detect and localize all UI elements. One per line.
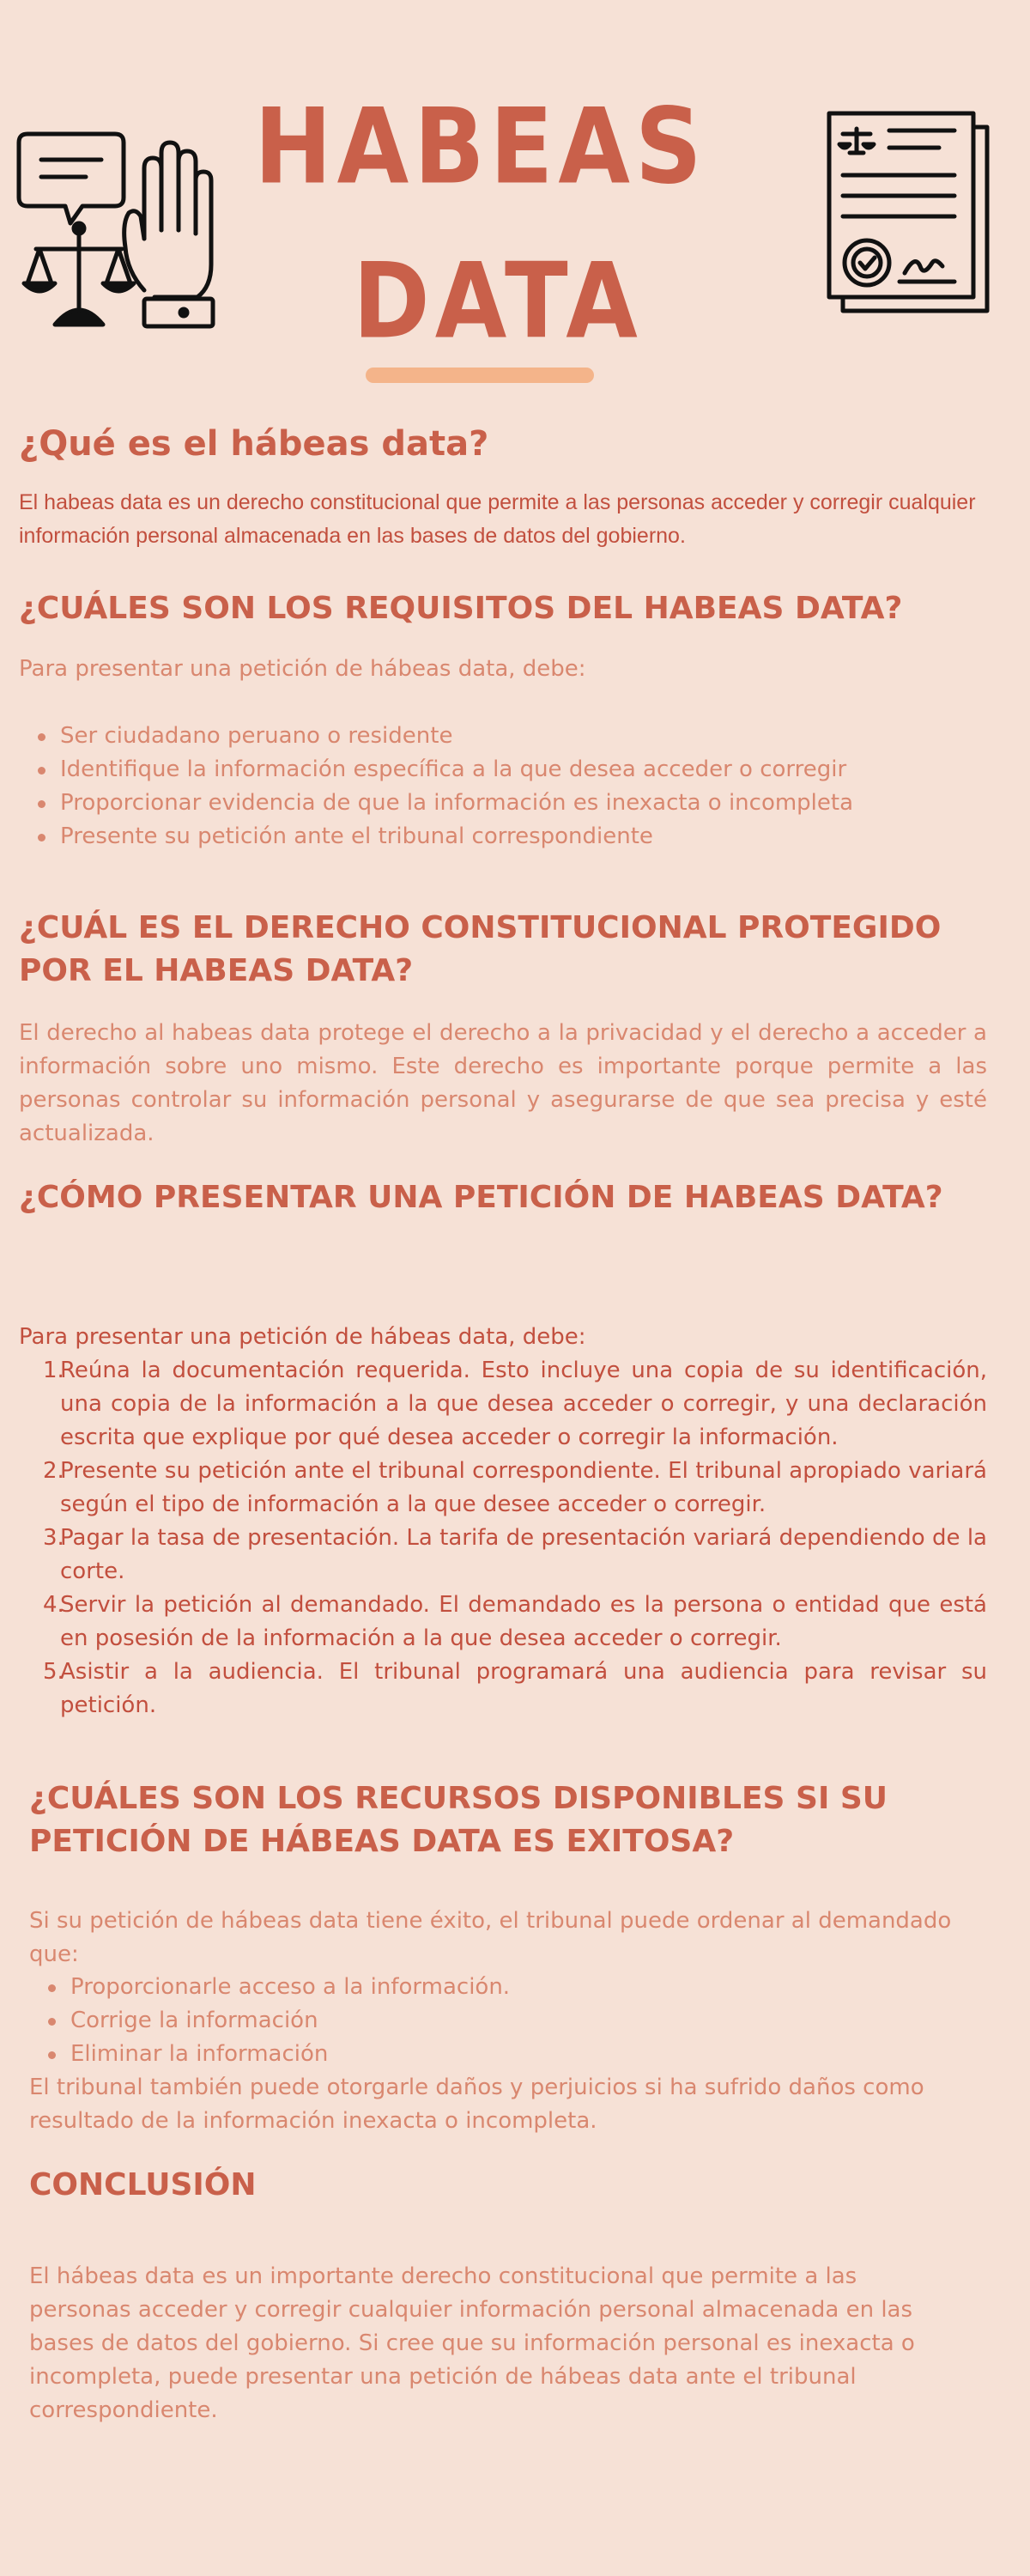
remedies-list [29, 1971, 987, 2071]
list-item: 1. Reúna la documentación requerida. Esto incluye una copia de su identificación, una copia de la información a la que desea acceder o corregir, y una declaración escrita que explique por qué desea acceder o corregir la información. [43, 1358, 987, 1450]
section-requirements-heading: ¿CUÁLES SON LOS REQUISITOS DEL HABEAS DATA? [19, 591, 903, 626]
title-line-1: HABEAS [254, 87, 707, 208]
list-item: Proporcionar evidencia de que la información es inexacta o incompleta [19, 787, 987, 820]
list-item: 2. Presente su petición ante el tribunal correspondiente. El tribunal apropiado variará según el tipo de información a la que desee acceder o corregir. [43, 1458, 987, 1517]
section-howto-heading: ¿CÓMO PRESENTAR UNA PETICIÓN DE HABEAS DATA? [19, 1180, 943, 1215]
section-what-heading: ¿Qué es el hábeas data? [19, 424, 489, 464]
requirements-list [19, 720, 987, 854]
list-item: Identifique la información específica a la que desea acceder o corregir [19, 753, 987, 787]
title-line-2: DATA [353, 241, 643, 362]
section-howto-intro: Para presentar una petición de hábeas data, debe: [19, 1324, 586, 1350]
howto-steps-list [19, 1354, 987, 1722]
hand-speech-scale-icon [15, 127, 221, 337]
list-item: 3. Pagar la tasa de presentación. La tarifa de presentación variará dependiendo de la corte. [43, 1525, 987, 1584]
section-right-text: El derecho al habeas data protege el derecho a la privacidad y el derecho a acceder a información sobre uno mismo. Este derecho es importante porque permite a las personas controlar su información personal y asegurarse de que sea precisa y esté actualizada. [19, 1020, 987, 1146]
section-conclusion-heading: CONCLUSIÓN [29, 2167, 257, 2202]
section-right-heading: ¿CUÁL ES EL DERECHO CONSTITUCIONAL PROTEGIDO POR EL HABEAS DATA? [19, 910, 942, 988]
list-item: 5. Asistir a la audiencia. El tribunal programará una audiencia para revisar su petición. [43, 1659, 987, 1718]
list-item: 4. Servir la petición al demandado. El demandado es la persona o entidad que está en posesión de la información a la que desea acceder o corregir. [43, 1592, 987, 1651]
list-item: Eliminar la información [29, 2038, 987, 2071]
list-item: Corrige la información [29, 2004, 987, 2038]
list-item: Ser ciudadano peruano o residente [19, 720, 987, 753]
list-item: Presente su petición ante el tribunal correspondiente [19, 820, 987, 854]
section-remedies-heading: ¿CUÁLES SON LOS RECURSOS DISPONIBLES SI SU PETICIÓN DE HÁBEAS DATA ES EXITOSA? [29, 1781, 888, 1859]
title-underline [366, 368, 594, 383]
section-remedies-outro: El tribunal también puede otorgarle daños y perjuicios si ha sufrido daños como resultado de la información inexacta o incompleta. [29, 2075, 924, 2134]
section-what-text: El habeas data es un derecho constitucional que permite a las personas acceder y corregir cualquier información personal almacenada en las bases de datos del gobierno. [19, 490, 976, 548]
legal-document-icon [826, 110, 991, 314]
section-requirements-intro: Para presentar una petición de hábeas data, debe: [19, 656, 586, 682]
section-remedies-intro: Si su petición de hábeas data tiene éxito, el tribunal puede ordenar al demandado que: [29, 1908, 952, 1967]
section-conclusion-text: El hábeas data es un importante derecho constitucional que permite a las personas acceder y corregir cualquier información personal almacenada en las bases de datos del gobierno. Si cree que su información personal es inexacta o incompleta, puede presentar una petición de hábeas data ante el tribunal correspondiente. [29, 2263, 915, 2423]
list-item: Proporcionarle acceso a la información. [29, 1971, 987, 2004]
